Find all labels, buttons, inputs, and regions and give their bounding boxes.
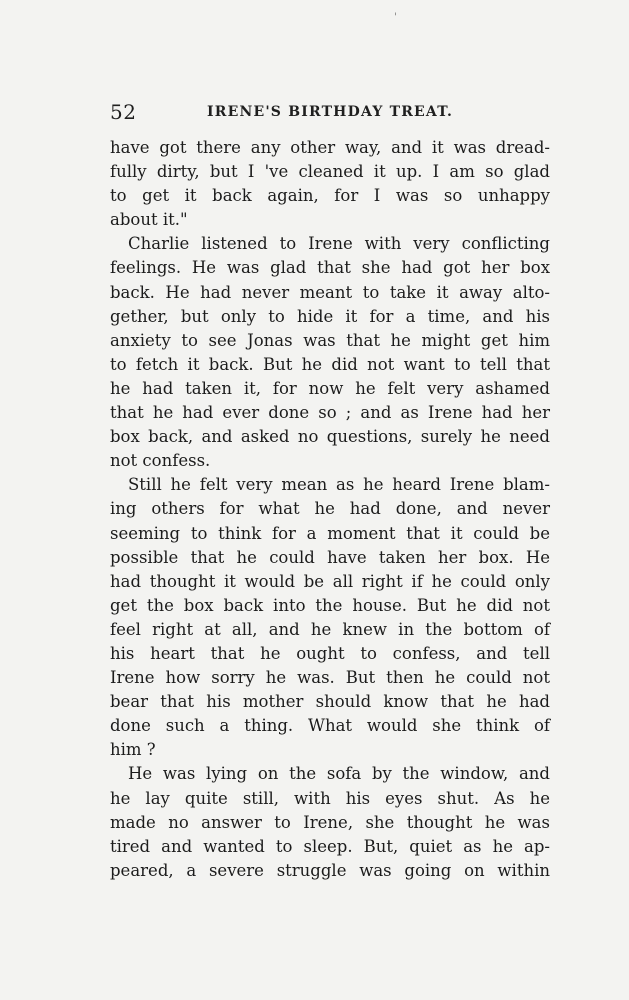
text-line: back. He had never meant to take it away alto- — [110, 282, 550, 302]
text-line: about it." — [110, 210, 188, 230]
text-line: have got there any other way, and it was dread- — [110, 138, 550, 157]
text-line: gether, but only to hide it for a time, and his — [110, 306, 550, 326]
text-line: get the box back into the house. But he did not — [110, 595, 550, 615]
text-line: bear that his mother should know that he had — [110, 692, 550, 712]
scan-speck: ' — [394, 12, 397, 23]
text-line: not confess. — [110, 451, 211, 471]
text-line: Irene how sorry he was. But then he could not — [110, 668, 550, 688]
text-line: ing others for what he had done, and never — [110, 499, 550, 519]
body-text — [110, 136, 550, 883]
text-line: Still he felt very mean as he heard Irene blam- — [128, 475, 550, 495]
text-line: done such a thing. What would she think of — [110, 716, 550, 736]
text-line: feelings. He was glad that she had got her box — [110, 258, 550, 278]
text-line: fully dirty, but I 've cleaned it up. I am so glad — [110, 162, 550, 182]
text-line: tired and wanted to sleep. But, quiet as he ap- — [110, 836, 550, 856]
text-line: to get it back again, for I was so unhappy — [110, 186, 550, 206]
running-title: IRENE'S BIRTHDAY TREAT. — [207, 104, 454, 120]
text-line: he had taken it, for now he felt very ashamed — [110, 378, 550, 398]
text-line: peared, a severe struggle was going on within — [110, 860, 550, 880]
text-line: He was lying on the sofa by the window, and — [128, 764, 550, 784]
running-head — [110, 100, 560, 128]
text-line: had thought it would be all right if he could only — [110, 571, 550, 591]
text-line: he lay quite still, with his eyes shut. As he — [110, 788, 550, 808]
text-line: anxiety to see Jonas was that he might get him — [110, 330, 550, 350]
text-line: that he had ever done so ; and as Irene had her — [110, 403, 550, 423]
page-number: 52 — [110, 100, 137, 124]
text-line: box back, and asked no questions, surely he need — [110, 427, 550, 447]
text-line: to fetch it back. But he did not want to tell that — [110, 354, 550, 374]
text-line: seeming to think for a moment that it could be — [110, 523, 550, 543]
text-line: Charlie listened to Irene with very conflicting — [128, 234, 550, 254]
text-line: feel right at all, and he knew in the bottom of — [110, 619, 550, 639]
text-line: made no answer to Irene, she thought he was — [110, 812, 550, 832]
text-line: possible that he could have taken her box. He — [110, 547, 550, 567]
text-line: his heart that he ought to confess, and tell — [110, 643, 550, 663]
text-line: him ? — [110, 740, 156, 760]
